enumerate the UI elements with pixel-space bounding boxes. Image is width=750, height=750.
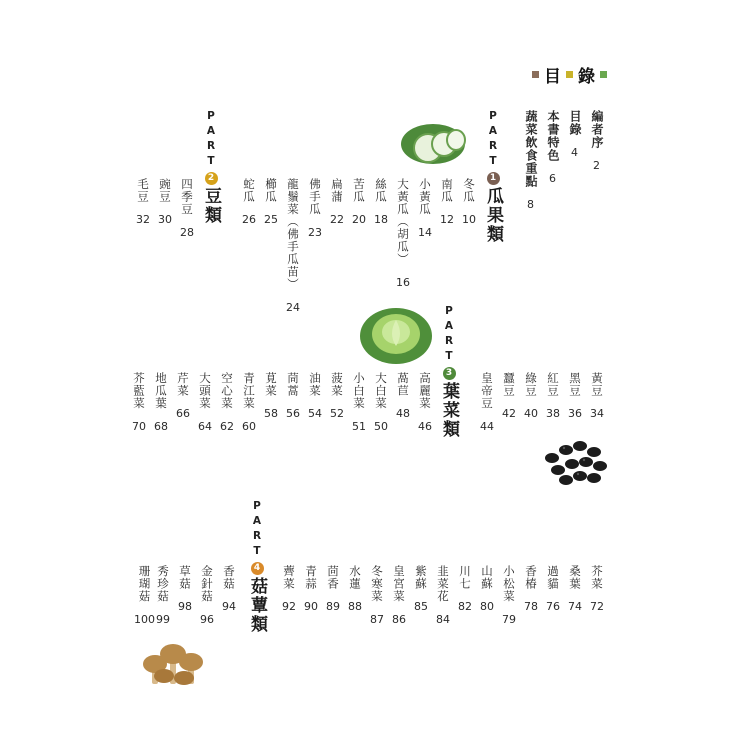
entry-label: 芥藍菜	[132, 372, 146, 410]
entry-label: 絲瓜	[374, 178, 388, 203]
page-number: 90	[304, 600, 318, 613]
toc-entry[interactable]	[154, 372, 168, 433]
entry-label: 大黃瓜（胡瓜）	[396, 178, 410, 266]
page-number: 79	[502, 612, 516, 626]
toc-entry[interactable]	[326, 565, 340, 613]
page-number: 58	[264, 407, 278, 420]
toc-entry[interactable]	[286, 372, 300, 420]
entry-label: 地瓜葉	[154, 372, 168, 410]
toc-entry[interactable]	[134, 565, 155, 626]
part-title: 葉菜類	[439, 382, 459, 439]
toc-entry[interactable]	[370, 565, 384, 626]
entry-label: 黃豆	[590, 372, 604, 397]
cabbage-image	[358, 300, 434, 366]
page-number: 98	[178, 600, 192, 613]
page-number: 62	[220, 419, 234, 433]
page-number: 70	[132, 419, 146, 433]
page-number: 12	[440, 213, 454, 226]
entry-label: 佛手瓜	[308, 178, 322, 216]
entry-label: 萵苣	[396, 372, 410, 397]
page-number: 4	[571, 146, 579, 159]
entry-label: 桑葉	[568, 565, 582, 590]
page-number: 52	[330, 407, 344, 420]
toc-entry[interactable]	[462, 178, 476, 226]
toc-entry[interactable]	[502, 372, 516, 420]
entry-label: 皇宮菜	[392, 565, 406, 603]
page-number: 74	[568, 600, 582, 613]
part-header-4	[248, 500, 266, 634]
page-number: 38	[546, 407, 560, 420]
toc-entry[interactable]	[352, 178, 366, 226]
toc-entry[interactable]	[392, 565, 406, 626]
part-title: 菇蕈類	[247, 577, 267, 634]
toc-entry[interactable]	[198, 372, 212, 433]
front-matter-item[interactable]	[546, 110, 560, 186]
entry-label: 金針菇	[200, 565, 214, 603]
page-number: 42	[502, 407, 516, 420]
entry-label: 水蓮	[348, 565, 362, 590]
toc-entry[interactable]	[180, 178, 194, 239]
page-number: 60	[242, 419, 256, 433]
page-number: 14	[418, 225, 432, 239]
page-number: 78	[524, 600, 538, 613]
toc-entry[interactable]	[502, 565, 516, 626]
toc-entry[interactable]	[264, 178, 278, 226]
entry-label: 扁蒲	[330, 178, 344, 203]
page-number: 84	[436, 612, 450, 626]
entry-label: 大白菜	[374, 372, 388, 410]
entry-label: 綠豆	[524, 372, 538, 397]
toc-entry[interactable]	[436, 565, 450, 626]
toc-entry[interactable]	[396, 178, 410, 289]
front-matter-item[interactable]	[568, 110, 582, 160]
page-number: 6	[549, 172, 557, 185]
toc-entry[interactable]	[220, 372, 234, 433]
front-label: 蔬菜飲食重點	[524, 110, 538, 188]
entry-label: 過貓	[546, 565, 560, 590]
page-number: 56	[286, 407, 300, 420]
page-number: 68	[154, 419, 168, 433]
entry-label: 青蒜	[304, 565, 318, 590]
winter-melon-image	[398, 118, 468, 170]
entry-label: 川七	[458, 565, 472, 590]
part-header-1	[484, 110, 502, 244]
entry-label: 毛豆	[136, 178, 150, 203]
part-header-3	[440, 305, 458, 439]
page-number: 87	[370, 612, 384, 626]
page-number: 76	[546, 600, 560, 613]
toc-entry[interactable]	[282, 565, 296, 613]
entry-label: 紫蘇	[414, 565, 428, 590]
toc-entry[interactable]	[176, 372, 190, 420]
page-number: 72	[590, 600, 604, 613]
part-word: PART	[487, 110, 499, 170]
page-number: 26	[242, 213, 256, 226]
page-number: 92	[282, 600, 296, 613]
toc-entry[interactable]	[178, 565, 192, 613]
part-number-badge: 3	[443, 367, 456, 380]
toc-entry[interactable]	[158, 178, 172, 226]
page-number: 51	[352, 419, 366, 433]
entry-label: 油菜	[308, 372, 322, 397]
entry-label: 櫛瓜	[264, 178, 278, 203]
entry-label: 莧菜	[264, 372, 278, 397]
toc-entry[interactable]	[524, 372, 538, 420]
page-number: 36	[568, 407, 582, 420]
entry-label: 菠菜	[330, 372, 344, 397]
toc-entry[interactable]	[222, 565, 236, 613]
toc-entry[interactable]	[330, 178, 344, 226]
front-label: 本書特色	[546, 110, 560, 162]
toc-entry[interactable]	[304, 565, 318, 613]
entry-label: 皇帝豆	[480, 372, 494, 410]
page-number: 24	[286, 300, 300, 314]
page-number: 54	[308, 407, 322, 420]
toc-entry[interactable]	[286, 178, 300, 314]
page-number: 10	[462, 213, 476, 226]
page-number: 82	[458, 600, 472, 613]
page-number: 20	[352, 213, 366, 226]
entry-label: 香椿	[524, 565, 538, 590]
front-label: 目錄	[568, 110, 582, 136]
entry-label: 茼蒿	[286, 372, 300, 397]
toc-entry[interactable]	[590, 565, 604, 613]
page-number: 25	[264, 213, 278, 226]
toc-entry[interactable]	[132, 372, 146, 433]
entry-label: 小松菜	[502, 565, 516, 603]
entry-label: 香菇	[222, 565, 236, 590]
entry-label: 小黃瓜	[418, 178, 432, 216]
toc-entry[interactable]	[156, 565, 170, 626]
page-number: 50	[374, 419, 388, 433]
part-word: PART	[443, 305, 455, 365]
page-number: 2	[593, 159, 601, 172]
entry-label: 珊瑚菇	[137, 565, 152, 603]
entry-label: 草菇	[178, 565, 192, 590]
entry-label: 紅豆	[546, 372, 560, 397]
entry-label: 豌豆	[158, 178, 172, 203]
square-brown-icon	[532, 71, 539, 78]
entry-label: 冬寒菜	[370, 565, 384, 603]
entry-label: 蛇瓜	[242, 178, 256, 203]
entry-label: 四季豆	[180, 178, 194, 216]
toc-entry[interactable]	[352, 372, 366, 433]
page-number: 99	[156, 612, 170, 626]
part-number-badge: 1	[487, 172, 500, 185]
toc-entry[interactable]	[480, 372, 494, 433]
page-number: 30	[158, 213, 172, 226]
entry-label: 龍鬚菜（佛手瓜苗）	[286, 178, 300, 291]
page-number: 100	[134, 612, 155, 626]
page-number: 23	[308, 225, 322, 239]
page-number: 80	[480, 600, 494, 613]
toc-entry[interactable]	[264, 372, 278, 420]
page-number: 46	[418, 419, 432, 433]
toc-entry[interactable]	[418, 178, 432, 239]
toc-entry[interactable]	[308, 372, 322, 420]
toc-entry[interactable]	[348, 565, 362, 613]
toc-entry[interactable]	[568, 372, 582, 420]
entry-label: 山蘇	[480, 565, 494, 590]
toc-entry[interactable]	[242, 372, 256, 433]
entry-label: 茴香	[326, 565, 340, 590]
page-number: 32	[136, 213, 150, 226]
part-number-badge: 4	[251, 562, 264, 575]
toc-entry[interactable]	[396, 372, 410, 420]
front-matter-item[interactable]	[590, 110, 604, 173]
page-number: 85	[414, 600, 428, 613]
toc-heading	[532, 62, 607, 87]
toc-entry[interactable]	[546, 565, 560, 613]
page-number: 94	[222, 600, 236, 613]
part-title: 瓜果類	[483, 187, 503, 244]
toc-entry[interactable]	[590, 372, 604, 420]
entry-label: 秀珍菇	[156, 565, 170, 603]
entry-label: 冬瓜	[462, 178, 476, 203]
entry-label: 苦瓜	[352, 178, 366, 203]
page-number: 28	[180, 225, 194, 239]
page-number: 44	[480, 419, 494, 433]
part-word: PART	[205, 110, 217, 170]
toc-entry[interactable]	[136, 178, 150, 226]
entry-label: 大頭菜	[198, 372, 212, 410]
toc-entry[interactable]	[330, 372, 344, 420]
page-number: 96	[200, 612, 214, 626]
toc-entry[interactable]	[374, 178, 388, 226]
toc-entry[interactable]	[418, 372, 432, 433]
page-number: 40	[524, 407, 538, 420]
entry-label: 小白菜	[352, 372, 366, 410]
page-number: 16	[396, 275, 410, 289]
part-word: PART	[251, 500, 263, 560]
entry-label: 薺菜	[282, 565, 296, 590]
page-number: 8	[527, 198, 535, 211]
entry-label: 高麗菜	[418, 372, 432, 410]
page-number: 64	[198, 419, 212, 433]
page-number: 88	[348, 600, 362, 613]
part-title: 豆類	[201, 187, 221, 225]
toc-title-char-1: 目	[544, 67, 561, 87]
page-number: 89	[326, 600, 340, 613]
toc-entry[interactable]	[524, 565, 538, 613]
toc-entry[interactable]	[568, 565, 582, 613]
black-beans-image	[540, 436, 610, 492]
entry-label: 青江菜	[242, 372, 256, 410]
part-header-2	[202, 110, 220, 225]
entry-label: 空心菜	[220, 372, 234, 410]
entry-label: 韭菜花	[436, 565, 450, 603]
toc-entry[interactable]	[480, 565, 494, 613]
toc-entry[interactable]	[440, 178, 454, 226]
entry-label: 芹菜	[176, 372, 190, 397]
toc-entry[interactable]	[242, 178, 256, 226]
square-green-icon	[600, 71, 607, 78]
toc-entry[interactable]	[308, 178, 322, 239]
page-number: 48	[396, 407, 410, 420]
mushrooms-image	[138, 632, 208, 690]
entry-label: 南瓜	[440, 178, 454, 203]
part-number-badge: 2	[205, 172, 218, 185]
page-number: 22	[330, 213, 344, 226]
entry-label: 芥菜	[590, 565, 604, 590]
entry-label: 黑豆	[568, 372, 582, 397]
toc-entry[interactable]	[200, 565, 214, 626]
front-matter-item[interactable]	[524, 110, 538, 212]
toc-title-char-2: 錄	[578, 67, 595, 87]
toc-entry[interactable]	[458, 565, 472, 613]
square-yellow-icon	[566, 71, 573, 78]
page-number: 66	[176, 407, 190, 420]
entry-label: 蠶豆	[502, 372, 516, 397]
front-label: 編者序	[590, 110, 604, 149]
toc-entry[interactable]	[546, 372, 560, 420]
page-number: 86	[392, 612, 406, 626]
toc-entry[interactable]	[374, 372, 388, 433]
page-number: 34	[590, 407, 604, 420]
toc-entry[interactable]	[414, 565, 428, 613]
page-number: 18	[374, 213, 388, 226]
